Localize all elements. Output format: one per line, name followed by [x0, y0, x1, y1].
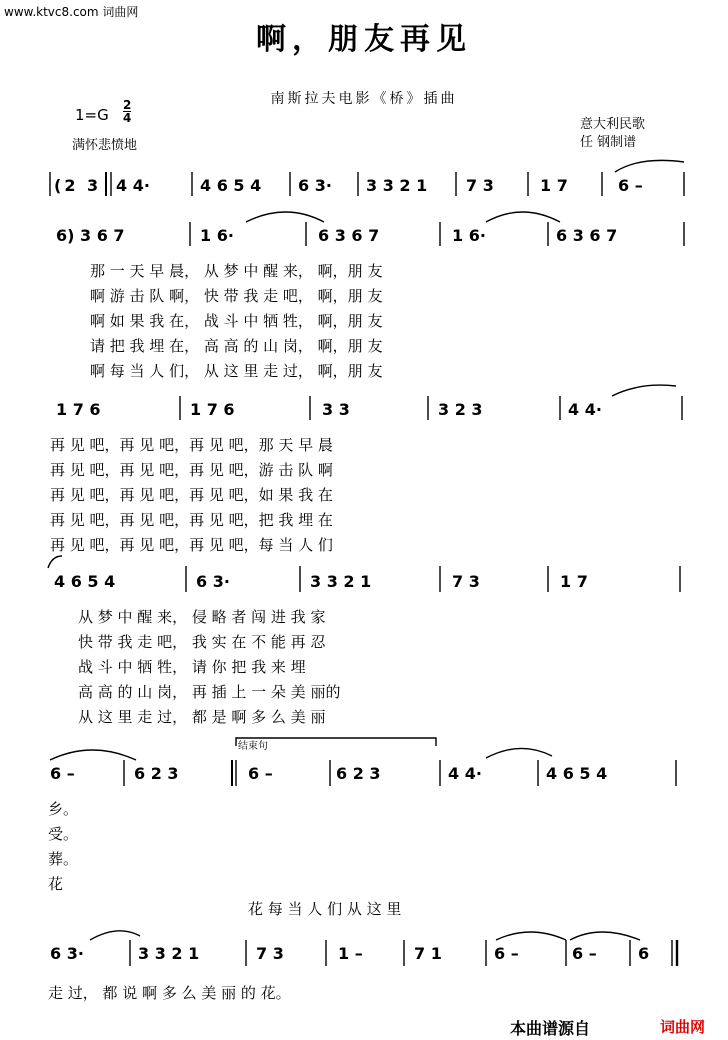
transcriber-credit: 任 钢制谱	[580, 135, 637, 150]
notes-row-6-m4: 7 1	[414, 944, 442, 963]
notes-row-5-m3: 6 2 3	[336, 764, 381, 783]
lyrics-row-3-verse-3: 再 见 吧，再 见 吧，再 见 吧，如 果 我 在	[50, 486, 333, 504]
lyrics-row-4-verse-1: 从 梦 中 醒 来， 侵 略 者 闯 进 我 家	[78, 608, 326, 626]
notes-row-1-m5: 7 3	[466, 176, 494, 195]
notes-row-3-m1: 1 7 6	[190, 400, 235, 419]
notes-row-3-m0: 1 7 6	[56, 400, 101, 419]
notes-row-1-m3: 6 3·	[298, 176, 332, 195]
time-signature: 2 4	[123, 98, 132, 125]
key-signature: 1=G	[75, 106, 109, 124]
lyrics-row-5-verse-3: 葬。	[48, 850, 79, 868]
notes-row-5-m0: 6 –	[50, 764, 75, 783]
notes-row-1-m6: 1 7	[540, 176, 568, 195]
lyrics-row-5-verse-2: 受。	[48, 825, 79, 843]
notes-row-5-m4: 4 4·	[448, 764, 482, 783]
source-footer: 本曲谱源自	[510, 1019, 591, 1038]
lyrics-row-2-verse-3: 啊 如 果 我 在， 战 斗 中 牺 牲， 啊，朋 友	[90, 312, 383, 330]
notes-row-5-m5: 4 6 5 4	[546, 764, 608, 783]
notes-row-5-m2: 6 –	[248, 764, 273, 783]
lyrics-row-2-verse-4: 请 把 我 埋 在， 高 高 的 山 岗， 啊，朋 友	[90, 337, 383, 355]
notes-row-4-m1: 6 3·	[196, 572, 230, 591]
brand-logo[interactable]: 词曲网	[660, 1018, 706, 1036]
notes-row-2-m3: 1 6·	[452, 226, 486, 245]
lyrics-row-2-verse-5: 啊 每 当 人 们， 从 这 里 走 过， 啊，朋 友	[90, 362, 383, 380]
notes-row-6-m1: 3 3 2 1	[138, 944, 200, 963]
notes-row-4-m0: 4 6 5 4	[54, 572, 116, 591]
notes-row-1-m2: 4 6 5 4	[200, 176, 262, 195]
song-title: 啊，朋友再见	[256, 22, 472, 57]
lyrics-row-5-verse-4: 花	[48, 875, 64, 893]
notes-row-2-m1: 1 6·	[200, 226, 234, 245]
notes-row-1-m4: 3 3 2 1	[366, 176, 428, 195]
ending-label: 结束句	[238, 741, 268, 752]
site-watermark: www.ktvc8.com 词曲网	[4, 5, 139, 19]
notes-row-6-m5: 6 –	[494, 944, 519, 963]
notes-row-3-m3: 3 2 3	[438, 400, 483, 419]
notes-row-5-m1: 6 2 3	[134, 764, 179, 783]
lyrics-row-6-verse-1: 走 过， 都 说 啊 多 么 美 丽 的 花。	[48, 984, 291, 1002]
lyrics-row-2-verse-2: 啊 游 击 队 啊， 快 带 我 走 吧， 啊，朋 友	[90, 287, 383, 305]
notes-row-2-m2: 6 3 6 7	[318, 226, 380, 245]
notes-row-3-m4: 4 4·	[568, 400, 602, 419]
notes-row-1-m0: (2 3	[54, 176, 102, 195]
lyrics-row-2-verse-1: 那 一 天 早 晨， 从 梦 中 醒 来， 啊，朋 友	[90, 262, 383, 280]
lyrics-row-5-verse-1: 乡。	[48, 800, 79, 818]
lyrics-row-3-verse-4: 再 见 吧，再 见 吧，再 见 吧，把 我 埋 在	[50, 511, 333, 529]
notes-row-4-m2: 3 3 2 1	[310, 572, 372, 591]
composer-credit: 意大利民歌	[580, 117, 646, 132]
notes-row-6-m7: 6	[638, 944, 650, 963]
notes-row-1-m1: 4 4·	[116, 176, 150, 195]
notes-row-3-m2: 3 3	[322, 400, 350, 419]
lyrics-row-5-extra: 花 每 当 人 们 从 这 里	[248, 900, 402, 918]
lyrics-row-3-verse-2: 再 见 吧，再 见 吧，再 见 吧，游 击 队 啊	[50, 461, 333, 479]
notes-row-4-m4: 1 7	[560, 572, 588, 591]
notes-row-6-m3: 1 –	[338, 944, 363, 963]
notes-row-2-m4: 6 3 6 7	[556, 226, 618, 245]
lyrics-row-4-verse-3: 战 斗 中 牺 牲， 请 你 把 我 来 埋	[78, 658, 306, 676]
song-subtitle: 南斯拉夫电影《桥》插曲	[270, 91, 458, 107]
notes-row-4-m3: 7 3	[452, 572, 480, 591]
notes-row-6-m2: 7 3	[256, 944, 284, 963]
lyrics-row-4-verse-4: 高 高 的 山 岗， 再 插 上 一 朵 美 丽的	[78, 683, 341, 701]
lyrics-row-3-verse-5: 再 见 吧，再 见 吧，再 见 吧，每 当 人 们	[50, 536, 333, 554]
notes-row-6-m0: 6 3·	[50, 944, 84, 963]
lyrics-row-4-verse-2: 快 带 我 走 吧， 我 实 在 不 能 再 忍	[78, 633, 326, 651]
notes-row-1-m7: 6 –	[618, 176, 643, 195]
notes-row-2-m0: 6) 3 6 7	[56, 226, 125, 245]
lyrics-row-3-verse-1: 再 见 吧，再 见 吧，再 见 吧，那 天 早 晨	[50, 436, 333, 454]
notes-row-6-m6: 6 –	[572, 944, 597, 963]
tempo-mood: 满怀悲愤地	[72, 138, 138, 153]
lyrics-row-4-verse-5: 从 这 里 走 过， 都 是 啊 多 么 美 丽	[78, 708, 326, 726]
